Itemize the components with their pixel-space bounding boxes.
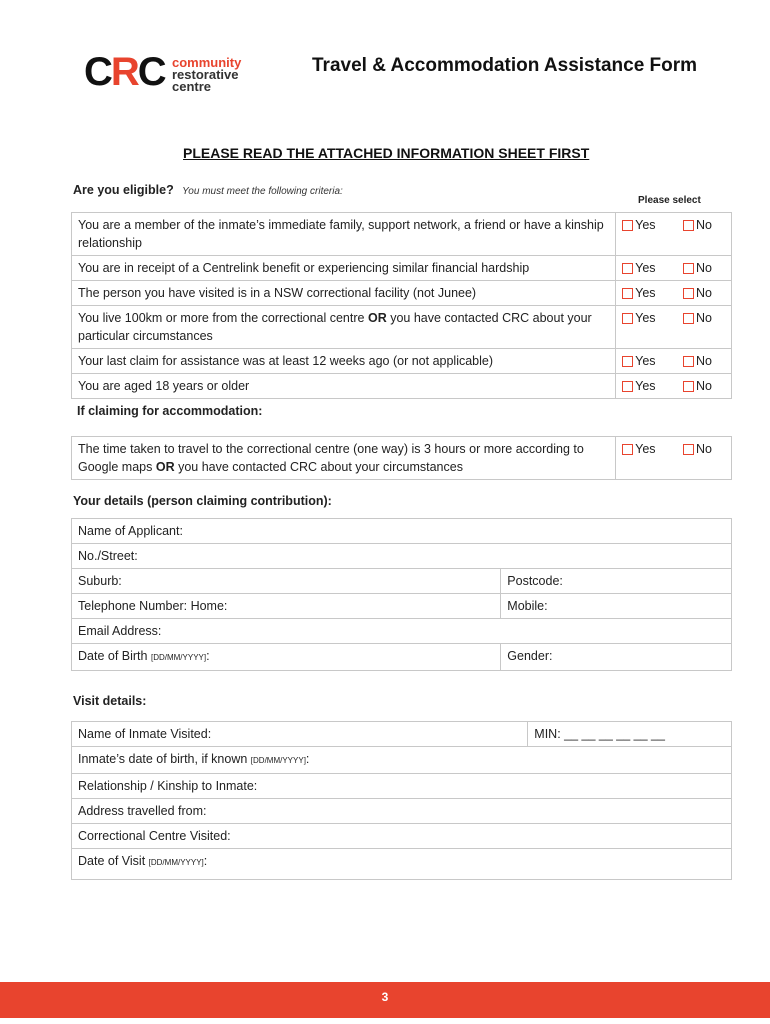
yes-checkbox[interactable] — [622, 444, 633, 455]
crc-logo — [84, 50, 259, 98]
inmate-name-field[interactable]: Name of Inmate Visited: — [72, 722, 528, 747]
criteria-text: Your last claim for assistance was at least 12 weeks ago (or not applicable) — [72, 349, 616, 374]
gender-field[interactable]: Gender: — [501, 644, 732, 671]
no-checkbox[interactable] — [683, 263, 694, 274]
criteria-options: Yes No — [616, 213, 732, 256]
footer-bar — [0, 982, 770, 1018]
eligibility-table — [71, 212, 732, 399]
accommodation-table — [71, 436, 732, 480]
inmate-dob-field[interactable]: Inmate’s date of birth, if known [DD/MM/YYYY]: — [72, 747, 732, 774]
yes-checkbox[interactable] — [622, 381, 633, 392]
yes-checkbox[interactable] — [622, 288, 633, 299]
relationship-field[interactable]: Relationship / Kinship to Inmate: — [72, 774, 732, 799]
criteria-text: You live 100km or more from the correctional centre OR you have contacted CRC about your particular circumstances — [72, 306, 616, 349]
yes-checkbox[interactable] — [622, 263, 633, 274]
criteria-options: Yes No — [616, 281, 732, 306]
criteria-row — [72, 256, 732, 281]
form-title: Travel & Accommodation Assistance Form — [312, 55, 698, 76]
no-checkbox[interactable] — [683, 288, 694, 299]
please-select-label: Please select — [638, 195, 701, 206]
accommodation-heading: If claiming for accommodation: — [77, 404, 263, 418]
visit-heading: Visit details: — [73, 694, 147, 708]
criteria-row — [72, 281, 732, 306]
criteria-options: Yes No — [616, 306, 732, 349]
yes-checkbox[interactable] — [622, 313, 633, 324]
address-field[interactable]: Address travelled from: — [72, 799, 732, 824]
no-checkbox[interactable] — [683, 444, 694, 455]
criteria-options: Yes No — [616, 374, 732, 399]
criteria-row — [72, 306, 732, 349]
criteria-row — [72, 213, 732, 256]
yes-checkbox[interactable] — [622, 220, 633, 231]
criteria-row — [72, 437, 732, 480]
street-field[interactable]: No./Street: — [72, 544, 732, 569]
criteria-text: You are a member of the inmate’s immediate family, support network, a friend or have a kinship relationship — [72, 213, 616, 256]
centre-field[interactable]: Correctional Centre Visited: — [72, 824, 732, 849]
visit-date-field[interactable]: Date of Visit [DD/MM/YYYY]: — [72, 849, 732, 880]
applicant-name-field[interactable]: Name of Applicant: — [72, 519, 732, 544]
details-table — [71, 518, 732, 671]
email-field[interactable]: Email Address: — [72, 619, 732, 644]
criteria-options: Yes No — [616, 437, 732, 480]
dob-field[interactable]: Date of Birth [DD/MM/YYYY]: — [72, 644, 501, 671]
postcode-field[interactable]: Postcode: — [501, 569, 732, 594]
details-heading: Your details (person claiming contribution): — [73, 494, 332, 508]
mobile-field[interactable]: Mobile: — [501, 594, 732, 619]
criteria-text: The person you have visited is in a NSW correctional facility (not Junee) — [72, 281, 616, 306]
logo-wordmark: community restorative centre — [172, 55, 242, 94]
page-number: 3 — [381, 990, 389, 1004]
logo-letters: CRC — [84, 50, 165, 94]
criteria-row — [72, 349, 732, 374]
no-checkbox[interactable] — [683, 356, 694, 367]
min-field[interactable]: MIN: __ __ __ __ __ __ — [528, 722, 732, 747]
criteria-text: The time taken to travel to the correctional centre (one way) is 3 hours or more according to Google maps OR you have contacted CRC about your circumstances — [72, 437, 616, 480]
read-notice: PLEASE READ THE ATTACHED INFORMATION SHEET FIRST — [183, 145, 590, 161]
criteria-options: Yes No — [616, 256, 732, 281]
no-checkbox[interactable] — [683, 220, 694, 231]
suburb-field[interactable]: Suburb: — [72, 569, 501, 594]
criteria-options: Yes No — [616, 349, 732, 374]
visit-table — [71, 721, 732, 880]
criteria-text: You are in receipt of a Centrelink benefit or experiencing similar financial hardship — [72, 256, 616, 281]
criteria-row — [72, 374, 732, 399]
eligibility-heading: Are you eligible? You must meet the following criteria: — [73, 183, 343, 197]
criteria-text: You are aged 18 years or older — [72, 374, 616, 399]
no-checkbox[interactable] — [683, 313, 694, 324]
phone-field[interactable]: Telephone Number: Home: — [72, 594, 501, 619]
yes-checkbox[interactable] — [622, 356, 633, 367]
no-checkbox[interactable] — [683, 381, 694, 392]
